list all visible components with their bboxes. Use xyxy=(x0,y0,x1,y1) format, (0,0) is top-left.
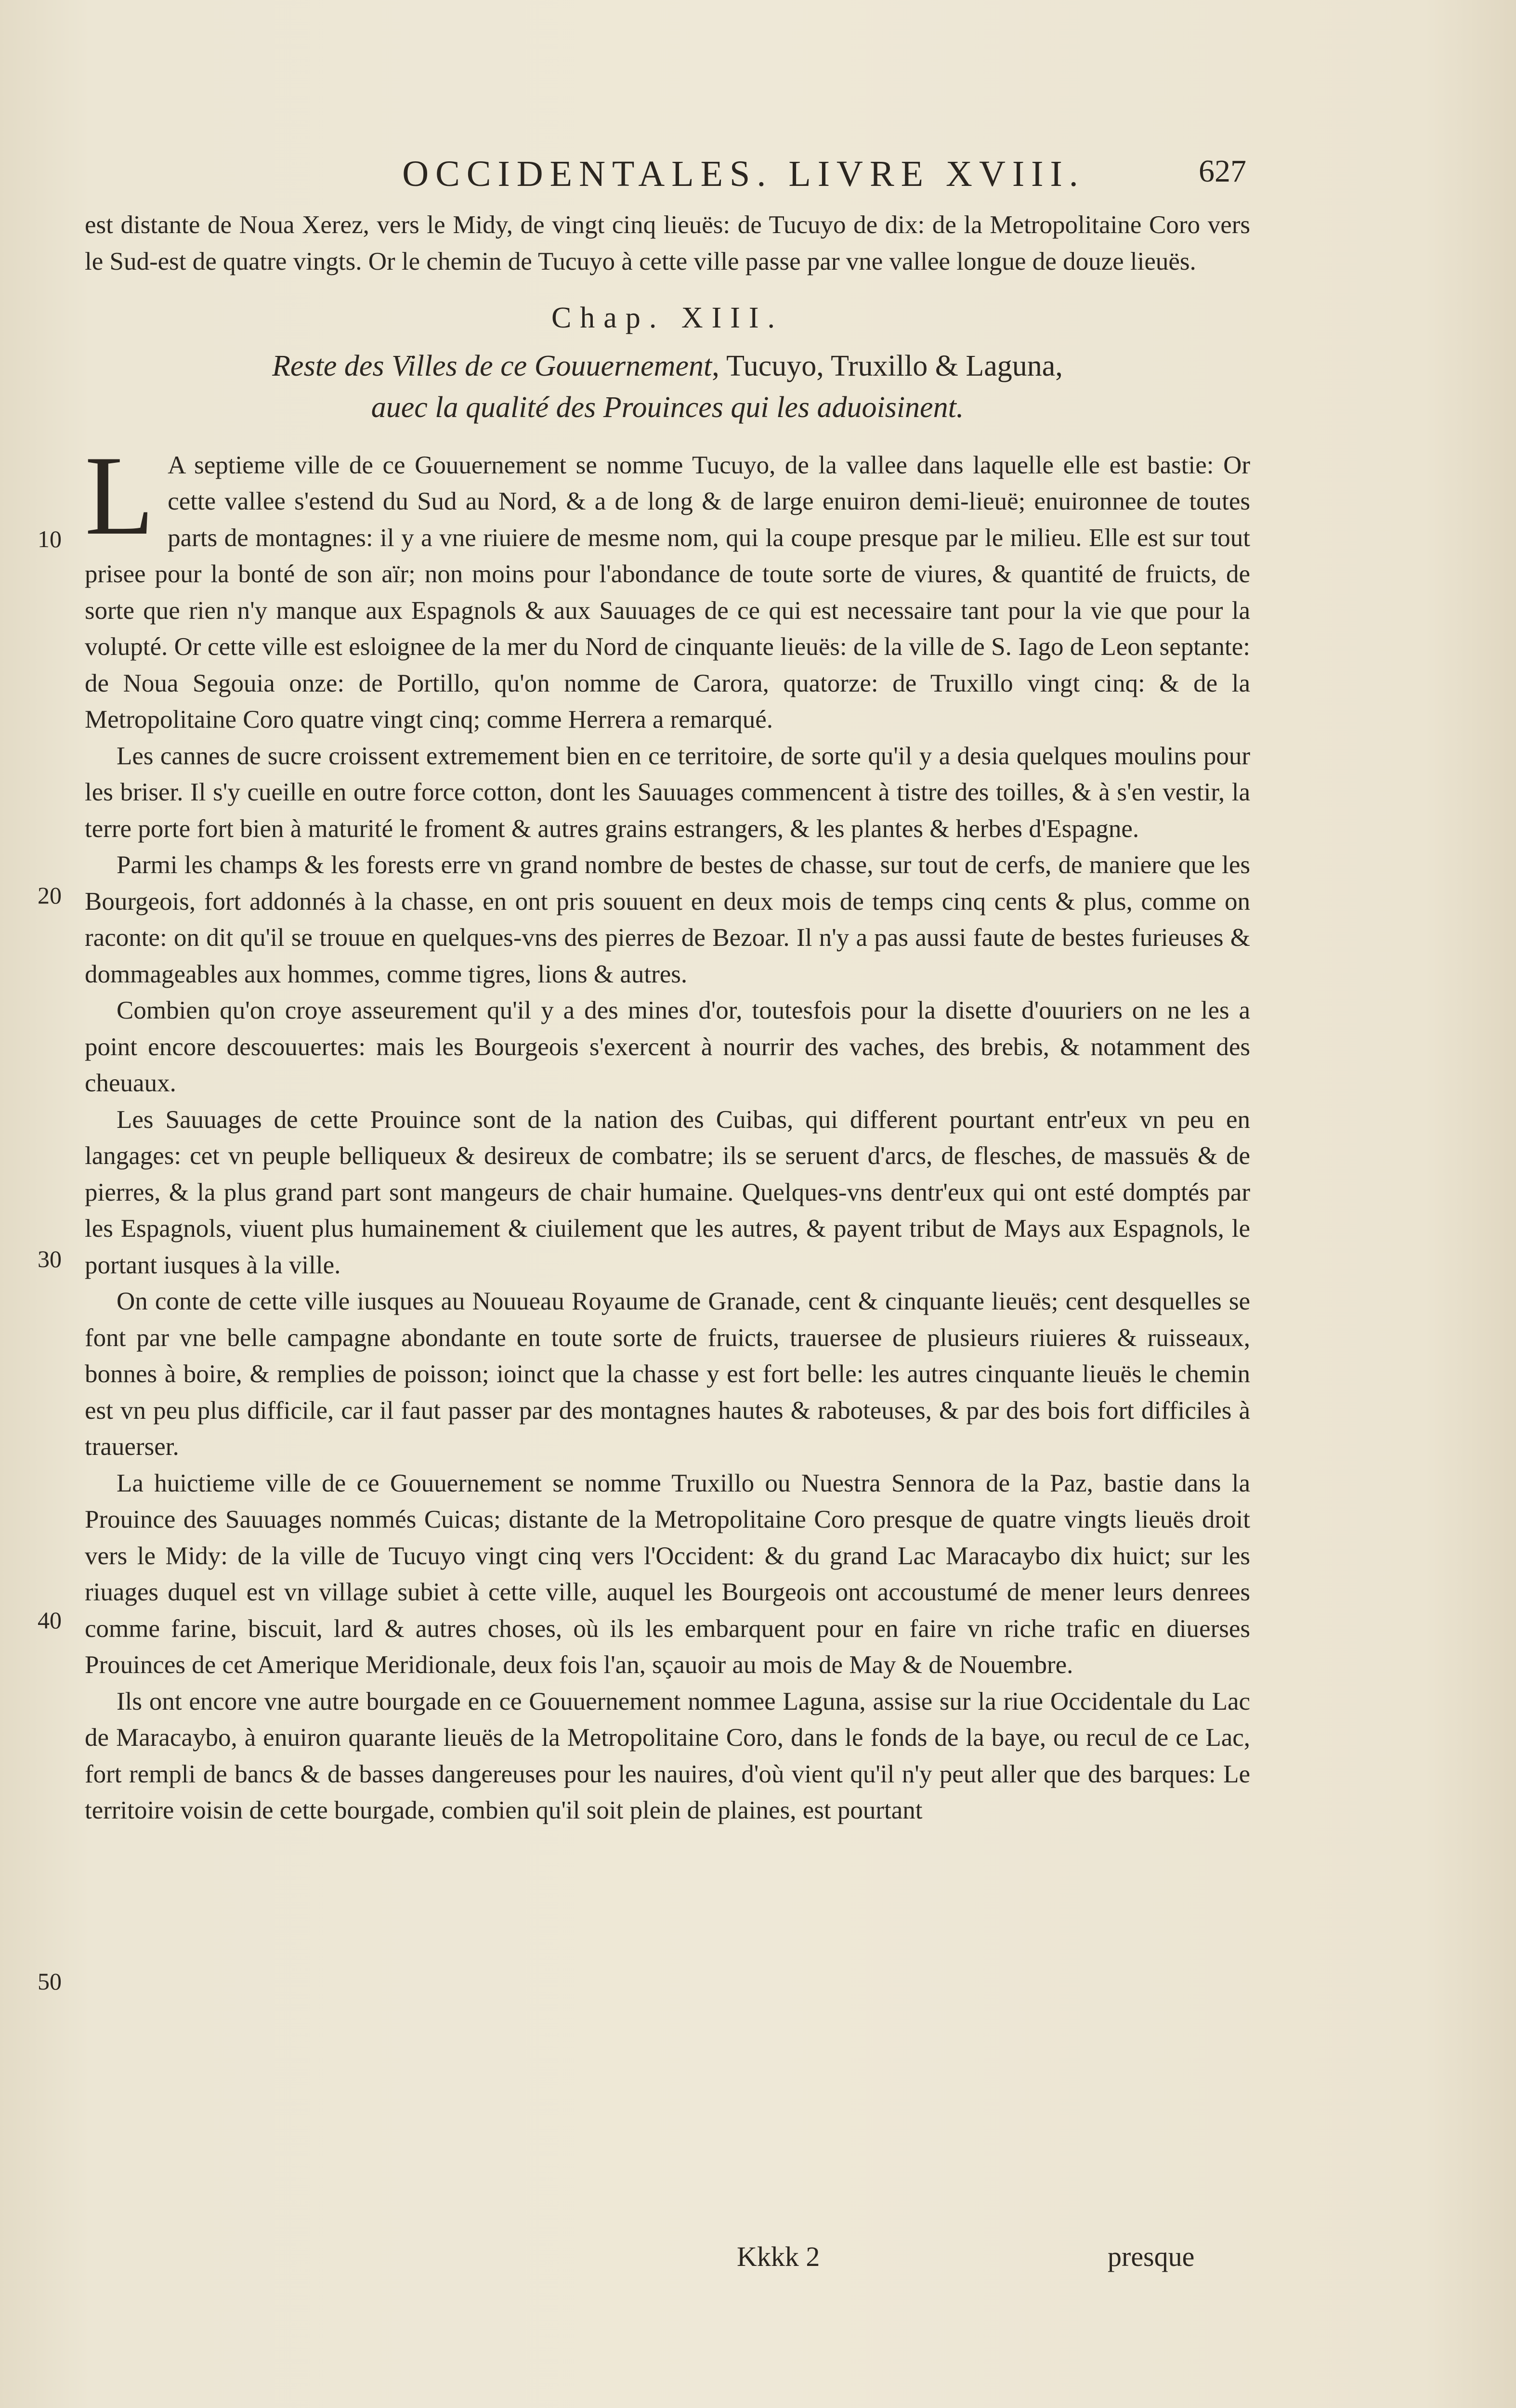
line-number: 20 xyxy=(38,882,62,909)
subtitle-roman-part: , Tucuyo, Truxillo & Laguna, xyxy=(712,349,1063,382)
main-text xyxy=(85,207,1250,1829)
running-header: OCCIDENTALES. LIVRE XVIII. xyxy=(402,154,1085,194)
signature-mark: Kkkk 2 xyxy=(737,2241,820,2272)
paragraph-1 xyxy=(85,432,1250,738)
catchword: presque xyxy=(1108,2241,1195,2272)
paragraph-7: La huictieme ville de ce Gouuernement se nomme Truxillo ou Nuestra Sennora de la Paz, bastie dans la Prouince des Sauuages nommés Cuicas; distante de la Metropolitaine Coro presque de quatre vingts lieuës droit vers le Midy: de la ville de Tucuyo vingt cinq vers l'Occident: & du grand Lac Maracaybo dix huict; sur les riuages duquel est vn village subiet à cette ville, auquel les Bourgeois ont accoustumé de mener leurs denrees comme farine, biscuit, lard & autres choses, où ils les embarquent pour en faire vn riche trafic en diuerses Prouinces de cet Amerique Meridionale, deux fois l'an, sçauoir au mois de May & de Nouembre. xyxy=(85,1469,1250,1679)
paragraph-6: On conte de cette ville iusques au Nouueau Royaume de Granade, cent & cinquante lieuës; cent desquelles se font par vne belle campagne abondante en toute sorte de fruicts, trauersee de plusieurs riuieres & ruisseaux, bonnes à boire, & remplies de poisson; ioinct que la chasse y est fort belle: les autres cinquante lieuës le chemin est vn peu plus difficile, car il faut passer par des montagnes hautes & raboteuses, & par des bois fort difficiles à trauerser. xyxy=(85,1287,1250,1461)
paragraph-text: A septieme ville de ce Gouuernement se nomme Tucuyo, de la vallee dans laquelle elle est bastie: Or cette vallee s'estend du Sud au Nord, & a de long & de large enuiron demi-lieuë; enuironnee de toutes parts de montagnes: il y a vne riuiere de mesme nom, qui la coupe presque par le milieu. Elle est sur tout prisee pour la bonté de son aïr; non moins pour l'abondance de toute sorte de viures, & quantité de fruicts, de sorte que rien n'y manque aux Espagnols & aux Sauuages de ce qui est necessaire tant pour la vie que pour la volupté. Or cette ville est esloignee de la mer du Nord de cinquante lieuës: de la ville de S. Iago de Leon septante: de Noua Segouia onze: de Portillo, qu'on nomme de Carora, quatorze: de Truxillo vingt cinq: & de la Metropolitaine Coro quatre vingt cinq; comme Herrera a remarqué. xyxy=(85,451,1250,733)
intro-paragraph: est distante de Noua Xerez, vers le Midy, de vingt cinq lieuës: de Tucuyo de dix: de la Metropolitaine Coro vers le Sud-est de quatre vingts. Or le chemin de Tucuyo à cette ville passe par vne vallee longue de douze lieuës. xyxy=(85,211,1250,275)
chapter-subtitle xyxy=(85,345,1250,428)
page-number: 627 xyxy=(1199,154,1246,189)
paragraph-3: Parmi les champs & les forests erre vn grand nombre de bestes de chasse, sur tout de cerfs, de maniere que les Bourgeois, fort addonnés à la chasse, en ont pris souuent en deux mois de temps cinq cents & plus, comme on raconte: on dit qu'il se trouue en quelques-vns des pierres de Bezoar. Il n'y a pas aussi faute de bestes furieuses & dommageables aux hommes, comme tigres, lions & autres. xyxy=(85,851,1250,988)
paragraph-8: Ils ont encore vne autre bourgade en ce Gouuernement nommee Laguna, assise sur la riue Occidentale du Lac de Maracaybo, à enuiron quarante lieuës de la Metropolitaine Coro, dans le fonds de la baye, ou recul de ce Lac, fort rempli de bancs & de basses dangereuses pour les nauires, d'où vient qu'il n'y peut aller que des barques: Le territoire voisin de cette bourgade, combien qu'il soit plein de plaines, est pourtant xyxy=(85,1687,1250,1824)
paragraph-5: Les Sauuages de cette Prouince sont de la nation des Cuibas, qui different pourtant entr'eux vn peu en langages: cet vn peuple belliqueux & desireux de combatre; ils se seruent d'arcs, de flesches, de massuës & de pierres, & la plus grand part sont mangeurs de chair humaine. Quelques-vns dentr'eux qui ont esté domptés par les Espagnols, viuent plus humainement & ciuilement que les autres, & payent tribut de Mays aux Espagnols, le portant iusques à la ville. xyxy=(85,1105,1250,1279)
line-number: 40 xyxy=(38,1607,62,1634)
line-number: 50 xyxy=(38,1968,62,1995)
subtitle-italic-part: Reste des Villes de ce Gouuernement xyxy=(272,349,712,382)
chapter-heading: Chap. XIII. xyxy=(551,301,784,334)
paragraph-4: Combien qu'on croye asseurement qu'il y a des mines d'or, toutesfois pour la disette d'ouuriers on ne les a point encore descouuertes: mais les Bourgeois s'exercent à nourrir des vaches, des brebis, & notamment des cheuaux. xyxy=(85,996,1250,1097)
subtitle-second-line: auec la qualité des Prouinces qui les aduoisinent. xyxy=(371,391,964,424)
line-number: 10 xyxy=(38,525,62,552)
drop-cap: L xyxy=(85,432,155,559)
paragraph-2: Les cannes de sucre croissent extremement bien en ce territoire, de sorte qu'il y a desia quelques moulins pour les briser. Il s'y cueille en outre force cotton, dont les Sauuages commencent à tistre des toilles, & à s'en vestir, la terre porte fort bien à maturité le froment & autres grains estrangers, & les plantes & herbes d'Espagne. xyxy=(85,742,1250,843)
line-number: 30 xyxy=(38,1245,62,1272)
